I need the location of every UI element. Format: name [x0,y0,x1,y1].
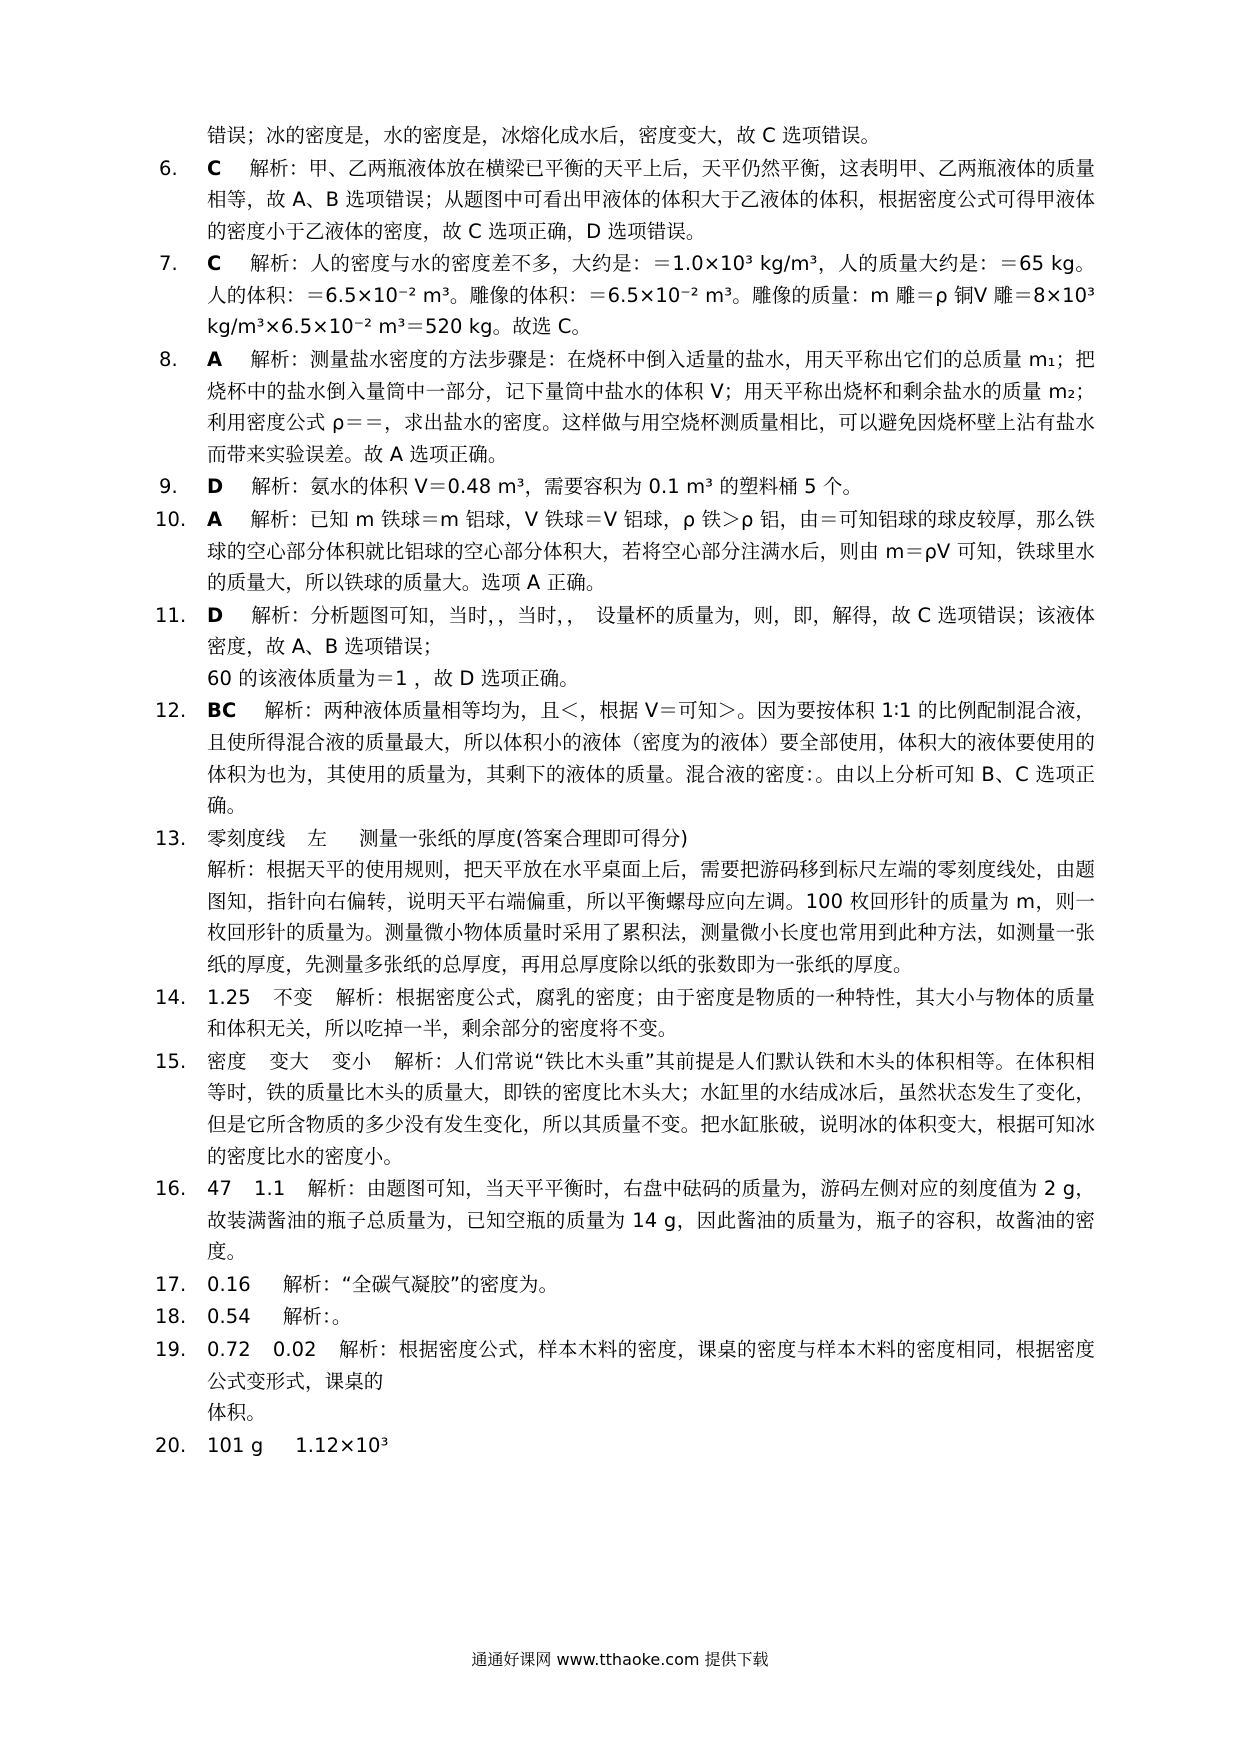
list-item [155,1334,1095,1397]
item-answer-2: 左 [307,826,328,850]
item-number: 13. [155,826,187,850]
item-answer-2: 不变 [272,985,314,1009]
item-label: 解析： [282,1305,332,1329]
list-item [155,248,1095,343]
item-answer: 101 g [207,1433,264,1457]
list-item [155,1173,1095,1268]
item-label: 解析： [251,603,311,627]
item-answer-2: 变大 [269,1049,310,1073]
item-answer: A [207,348,223,372]
item-text: 人们常说“铁比木头重”其前提是人们默认铁和木头的体积相等。在体积相等时，铁的质量比木头的质量大，即铁的密度比木头大；水缸里的水结成冰后，虽然状态发生了变化，但是它所含物质的多少没有发生变化，所以其质量不变。把水缸胀破，说明冰的体积变大，根据可知冰的密度比水的密度小。 [207,1049,1095,1168]
item-body [207,1173,1095,1268]
list-item [155,1430,1095,1462]
list-item [155,1046,1095,1172]
item-body [207,248,1095,343]
item-body [207,504,1095,599]
item-text: 由题图可知，当天平平衡时，右盘中砝码的质量为，游码左侧对应的刻度值为 2 g，故装满酱油的瓶子总质量为，已知空瓶的质量为 14 g，因此酱油的质量为，瓶子的容积，故酱油的密度。 [207,1177,1095,1264]
item-answer: 1.25 [207,985,251,1009]
item-label: 解析： [250,348,310,372]
item-label: 解析： [249,252,311,276]
item-number: 10. [155,507,187,531]
item-body [207,471,1095,503]
item-body [207,153,1095,248]
item-body [207,823,1095,855]
item-body [207,344,1095,470]
item-label: 解析： [393,1049,455,1073]
item-text: 已知 m 铁球＝m 铝球，V 铁球＝V 铝球，ρ 铁＞ρ 铝，由＝可知铝球的球皮较厚，那么铁球的空心部分体积就比铝球的空心部分体积大，若将空心部分注满水后，则由 m＝ρV 可知，铁球里水的质量大，所以铁球的质量大。选项 A 正确。 [207,507,1095,595]
item-body [207,1301,1095,1333]
list-item [155,1301,1095,1333]
item-answer-2: 1.1 [254,1177,286,1201]
list-item [155,1269,1095,1301]
list-item [155,823,1095,855]
item-number: 16. [155,1177,187,1201]
item-answer-3: 变小 [331,1049,372,1073]
item-text: 氨水的体积 V＝0.48 m³，需要容积为 0.1 m³ 的塑料桶 5 个。 [310,475,863,499]
item-label: 解析： [264,699,324,723]
item-body [207,1269,1095,1301]
item-label: 解析： [249,156,309,180]
item-label: 解析： [307,1177,367,1201]
item-number: 20. [155,1433,187,1457]
item-continuation: 解析：根据天平的使用规则，把天平放在水平桌面上后，需要把游码移到标尺左端的零刻度线处，由题图知，指针向右偏转，说明天平右端偏重，所以平衡螺母应向左调。100 枚回形针的质量为 m，则一枚回形针的质量为。测量微小物体质量时采用了累积法，测量微小长度也常用到此种方法，如测量一张纸的厚度，先测量多张纸的总厚度，再用总厚度除以纸的张数即为一张纸的厚度。 [207,858,1095,977]
item-number: 15. [155,1049,187,1073]
item-body [207,1046,1095,1172]
item-label: 解析： [250,507,310,531]
list-item [155,504,1095,599]
item-number: 17. [155,1272,187,1296]
item-body [207,600,1095,663]
list-item [155,153,1095,248]
item-answer-2: 1.12×10³ [295,1433,389,1457]
item-number: 6. [159,156,178,180]
item-text: 。 [331,1305,352,1329]
item-number: 8. [159,348,178,372]
item-label: 解析： [251,475,311,499]
item-label: 解析： [282,1272,342,1296]
item-body [207,1334,1095,1397]
list-item [155,695,1095,821]
item-text: “全碳气凝胶”的密度为。 [341,1272,559,1296]
list-item [155,600,1095,663]
item-answer: 0.72 [207,1337,251,1361]
item-number: 11. [155,603,187,627]
item-label: 解析： [338,1337,399,1361]
item-text: 根据密度公式，腐乳的密度；由于密度是物质的一种特性，其大小与物体的质量和体积无关，所以吃掉一半，剩余部分的密度将不变。 [207,985,1095,1041]
item-answer: C [207,252,222,276]
item-answer: 47 [207,1177,233,1201]
item-text: 两种液体质量相等均为，且＜，根据 V＝可知＞。因为要按体积 1∶1 的比例配制混合液，且使所得混合液的质量最大，所以体积小的液体（密度为的液体）要全部使用，体积大的液体要使用的体积为也为，其使用的质量为，其剩下的液体的质量。混合液的密度：。由以上分析可知 B、C 选项正确。 [207,699,1095,818]
item-number: 18. [155,1305,187,1329]
item-continuation: 60 的该液体质量为＝1 ，故 D 选项正确。 [207,666,579,690]
item-answer: BC [207,699,237,723]
list-item [155,344,1095,470]
answer-key-content [155,120,1095,1461]
item-number: 12. [155,699,187,723]
item-answer: D [207,475,224,499]
item-answer: D [207,603,224,627]
list-item [155,982,1095,1045]
item-body [207,1430,1095,1462]
item-text: 测量盐水密度的方法步骤是：在烧杯中倒入适量的盐水，用天平称出它们的总质量 m₁；把烧杯中的盐水倒入量筒中一部分，记下量筒中盐水的体积 V；用天平称出烧杯和剩余盐水的质量 m₂；利用密度公式 ρ＝＝，求出盐水的密度。这样做与用空烧杯测质量相比，可以避免因烧杯壁上沾有盐水而带来实验误差。故 A 选项正确。 [207,348,1095,466]
lead-paragraph: 错误；冰的密度是，水的密度是，冰熔化成水后，密度变大，故 C 选项错误。 [207,124,881,147]
item-label: 解析： [335,985,396,1009]
item-number: 14. [155,985,187,1009]
item-number: 19. [155,1337,187,1361]
item-answer: A [207,507,223,531]
item-text: 人的密度与水的密度差不多，大约是：＝1.0×10³ kg/m³，人的质量大约是：＝65 kg。人的体积：＝6.5×10⁻² m³。雕像的体积：＝6.5×10⁻² m³。雕像的质量：m 雕＝ρ 铜V 雕＝8×10³ kg/m³×6.5×10⁻² m³＝520 kg。故选 C。 [207,252,1095,339]
item-answer: 0.16 [207,1272,251,1296]
item-number: 7. [159,252,178,276]
item-body [207,695,1095,821]
item-continuation: 体积。 [207,1401,266,1425]
page-footer: 通通好课网 www.tthaoke.com 提供下载 [471,1650,769,1669]
list-item [155,471,1095,503]
item-text: 甲、乙两瓶液体放在横梁已平衡的天平上后，天平仍然平衡，这表明甲、乙两瓶液体的质量相等，故 A、B 选项错误；从题图中可看出甲液体的体积大于乙液体的体积，根据密度公式可得甲液体的密度小于乙液体的密度，故 C 选项正确，D 选项错误。 [207,156,1095,243]
item-answer: 密度 [207,1049,247,1073]
item-body [207,982,1095,1045]
item-answer-2: 0.02 [272,1337,317,1361]
item-answer: C [207,156,222,180]
item-text: 根据密度公式，样本木料的密度，课桌的密度与样本木料的密度相同，根据密度公式变形式，课桌的 [207,1337,1095,1393]
item-number: 9. [159,475,178,499]
item-answer: 0.54 [207,1305,251,1329]
item-text: 分析题图可知，当时，，当时，， 设量杯的质量为，则，即，解得，故 C 选项错误；该液体密度，故 A、B 选项错误； [207,603,1095,659]
item-text: 测量一张纸的厚度(答案合理即可得分) [359,826,689,850]
item-answer: 零刻度线 [207,826,286,850]
